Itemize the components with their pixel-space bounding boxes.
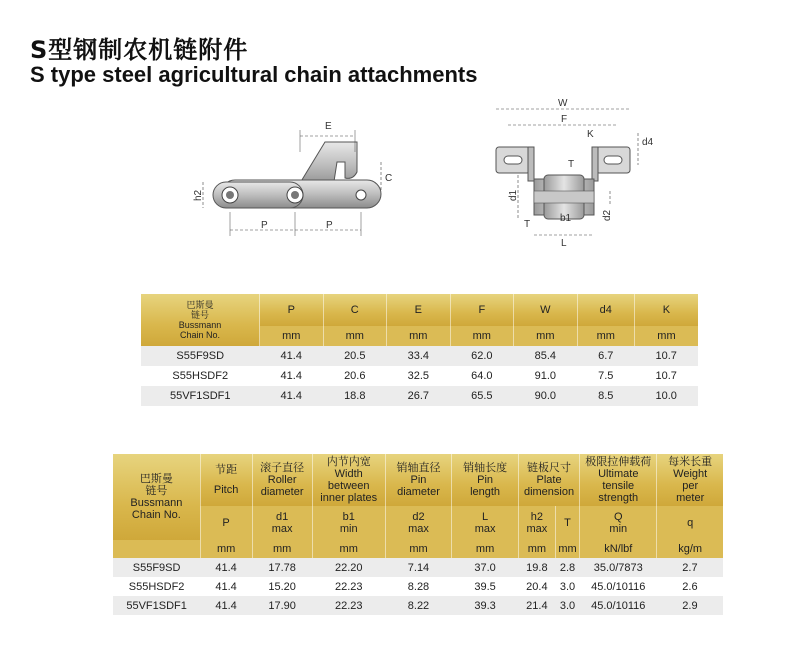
col-header: W <box>514 294 578 326</box>
dim-label-T1: T <box>568 159 575 170</box>
value-cell: 33.4 <box>387 346 451 366</box>
en-header: Pitch <box>213 484 239 496</box>
en-header: diameter <box>397 486 440 498</box>
value-cell: 20.5 <box>323 346 387 366</box>
value-cell: 10.7 <box>634 346 698 366</box>
value-cell: 2.6 <box>657 577 723 596</box>
title-english: S type steel agricultural chain attachments <box>30 62 478 87</box>
dim-label-h2: h2 <box>193 189 204 201</box>
value-cell: 32.5 <box>387 366 451 386</box>
unit-cell: mm <box>260 326 324 346</box>
unit-cell: kg/m <box>657 540 723 558</box>
chain-no-cell: 55VF1SDF1 <box>113 596 200 615</box>
symbol: q <box>687 517 694 529</box>
symbol-cell <box>555 506 579 540</box>
dim-label-P1: P <box>261 220 268 231</box>
value-cell: 35.0/7873 <box>580 558 657 577</box>
value-cell: 8.5 <box>577 386 634 406</box>
value-cell: 65.5 <box>450 386 514 406</box>
chain-header-line: Bussmann <box>178 320 222 330</box>
dimensions-table <box>141 294 698 406</box>
en-header: tensile <box>602 480 635 492</box>
value-cell: 2.8 <box>555 558 579 577</box>
unit-cell: mm <box>387 326 451 346</box>
table-row <box>141 346 698 366</box>
col-header-pitch <box>200 454 252 506</box>
chain-no-cell: S55HSDF2 <box>141 366 260 386</box>
cn-header: 滚子直径 <box>260 462 305 474</box>
chain-no-header <box>113 454 200 540</box>
chain-no-cell: 55VF1SDF1 <box>141 386 260 406</box>
qualifier: max <box>526 523 548 535</box>
en-header: dimension <box>523 486 575 498</box>
unit-cell <box>113 540 200 558</box>
unit-cell: mm <box>312 540 385 558</box>
col-header-roller <box>252 454 312 506</box>
value-cell: 41.4 <box>260 386 324 406</box>
symbol: h2 <box>530 511 543 523</box>
dim-label-T2: T <box>524 219 531 230</box>
cn-header: 每米长重 <box>668 456 713 468</box>
value-cell: 15.20 <box>252 577 312 596</box>
dim-label-E: E <box>325 121 332 132</box>
en-header: length <box>470 486 501 498</box>
dim-label-d2: d2 <box>602 209 613 221</box>
value-cell: 22.23 <box>312 596 385 615</box>
value-cell: 2.7 <box>657 558 723 577</box>
dim-label-C: C <box>385 173 393 184</box>
table-row <box>113 558 723 577</box>
chain-no-cell: S55F9SD <box>113 558 200 577</box>
en-header: between <box>327 480 370 492</box>
unit-cell: mm <box>252 540 312 558</box>
unit-cell: mm <box>452 540 519 558</box>
specifications-table <box>113 454 723 615</box>
col-header-weight <box>657 454 723 506</box>
symbol: d1 <box>276 511 289 523</box>
col-header: K <box>634 294 698 326</box>
symbol: b1 <box>342 511 355 523</box>
dim-label-d4: d4 <box>642 137 654 148</box>
value-cell: 3.0 <box>555 577 579 596</box>
value-cell: 10.7 <box>634 366 698 386</box>
value-cell: 62.0 <box>450 346 514 366</box>
chain-header-line: 巴斯曼 <box>186 300 214 310</box>
value-cell: 41.4 <box>200 596 252 615</box>
value-cell: 7.5 <box>577 366 634 386</box>
chain-header-line: 链号 <box>145 485 168 497</box>
value-cell: 22.20 <box>312 558 385 577</box>
unit-cell: mm <box>514 326 578 346</box>
en-header: Pin <box>477 474 494 486</box>
value-cell: 64.0 <box>450 366 514 386</box>
value-cell: 21.4 <box>518 596 555 615</box>
table-row <box>141 386 698 406</box>
en-header: meter <box>676 492 705 504</box>
qualifier: max <box>271 523 293 535</box>
cn-header: 销轴长度 <box>463 462 508 474</box>
value-cell: 19.8 <box>518 558 555 577</box>
chain-no-header <box>141 294 260 346</box>
dim-label-L: L <box>561 238 567 249</box>
col-header: C <box>323 294 387 326</box>
value-cell: 2.9 <box>657 596 723 615</box>
symbol-cell <box>252 506 312 540</box>
dim-label-P2: P <box>326 220 333 231</box>
value-cell: 22.23 <box>312 577 385 596</box>
qualifier: min <box>339 523 358 535</box>
symbol-cell <box>200 506 252 540</box>
unit-cell: mm <box>200 540 252 558</box>
col-header-pin-diameter <box>385 454 452 506</box>
value-cell: 39.5 <box>452 577 519 596</box>
top-view-drawing <box>488 95 658 250</box>
chain-header-line: Chain No. <box>179 330 221 340</box>
symbol-cell <box>657 506 723 540</box>
en-header: strength <box>598 492 639 504</box>
en-header: Plate <box>536 474 562 486</box>
symbol-cell <box>518 506 555 540</box>
value-cell: 26.7 <box>387 386 451 406</box>
col-header-strength <box>580 454 657 506</box>
en-header: Weight <box>673 468 708 480</box>
value-cell: 20.6 <box>323 366 387 386</box>
en-header: inner plates <box>320 492 378 504</box>
value-cell: 85.4 <box>514 346 578 366</box>
value-cell: 37.0 <box>452 558 519 577</box>
unit-cell: mm <box>385 540 452 558</box>
qualifier: max <box>408 523 429 535</box>
value-cell: 10.0 <box>634 386 698 406</box>
value-cell: 41.4 <box>200 577 252 596</box>
table-row <box>113 577 723 596</box>
dim-label-F: F <box>561 114 568 125</box>
dim-label-b1: b1 <box>560 213 572 224</box>
cn-header: 极限拉伸载荷 <box>585 456 652 468</box>
symbol-cell <box>312 506 385 540</box>
chain-header-line: Chain No. <box>131 509 181 521</box>
col-header: d4 <box>577 294 634 326</box>
value-cell: 8.22 <box>385 596 452 615</box>
symbol: P <box>222 517 230 529</box>
unit-cell: mm <box>577 326 634 346</box>
dim-label-K: K <box>587 129 594 140</box>
chain-header-line: 链号 <box>190 310 209 320</box>
chain-no-cell: S55F9SD <box>141 346 260 366</box>
col-header: F <box>450 294 514 326</box>
chain-no-cell: S55HSDF2 <box>113 577 200 596</box>
unit-cell: mm <box>323 326 387 346</box>
en-header: Ultimate <box>598 468 639 480</box>
col-header-pin-length <box>452 454 519 506</box>
en-header: Pin <box>410 474 427 486</box>
cn-header: 销轴直径 <box>396 462 441 474</box>
value-cell: 20.4 <box>518 577 555 596</box>
col-header: E <box>387 294 451 326</box>
value-cell: 41.4 <box>260 346 324 366</box>
value-cell: 17.78 <box>252 558 312 577</box>
en-header: per <box>682 480 699 492</box>
symbol-cell <box>580 506 657 540</box>
unit-cell: mm <box>518 540 555 558</box>
symbol-cell <box>385 506 452 540</box>
en-header: Width <box>334 468 363 480</box>
value-cell: 41.4 <box>200 558 252 577</box>
value-cell: 17.90 <box>252 596 312 615</box>
value-cell: 39.3 <box>452 596 519 615</box>
col-header-plate <box>518 454 579 506</box>
qualifier: min <box>609 523 628 535</box>
cn-header: 链板尺寸 <box>527 462 572 474</box>
value-cell: 90.0 <box>514 386 578 406</box>
value-cell: 45.0/10116 <box>580 577 657 596</box>
side-view-drawing <box>185 112 405 242</box>
symbol-cell <box>452 506 519 540</box>
cn-header: 节距 <box>215 464 238 476</box>
dim-label-W: W <box>558 98 568 109</box>
table-row <box>141 366 698 386</box>
chain-header-line: Bussmann <box>130 497 183 509</box>
value-cell: 3.0 <box>555 596 579 615</box>
value-cell: 91.0 <box>514 366 578 386</box>
unit-cell: mm <box>634 326 698 346</box>
value-cell: 6.7 <box>577 346 634 366</box>
qualifier: max <box>474 523 496 535</box>
col-header-width <box>312 454 385 506</box>
unit-cell: mm <box>450 326 514 346</box>
value-cell: 41.4 <box>260 366 324 386</box>
unit-cell: kN/lbf <box>580 540 657 558</box>
col-header: P <box>260 294 324 326</box>
value-cell: 18.8 <box>323 386 387 406</box>
value-cell: 8.28 <box>385 577 452 596</box>
chain-header-line: 巴斯曼 <box>139 473 173 485</box>
value-cell: 7.14 <box>385 558 452 577</box>
cn-header: 内节内宽 <box>326 456 371 468</box>
value-cell: 45.0/10116 <box>580 596 657 615</box>
en-header: Roller <box>267 474 297 486</box>
en-header: diameter <box>260 486 304 498</box>
table-row <box>113 596 723 615</box>
symbol: d2 <box>412 511 425 523</box>
symbol: Q <box>613 511 623 523</box>
symbol: L <box>482 511 489 523</box>
dim-label-d1: d1 <box>508 189 519 201</box>
title-chinese: S型钢制农机链附件 <box>30 36 249 64</box>
unit-cell: mm <box>555 540 579 558</box>
symbol: T <box>564 517 571 529</box>
